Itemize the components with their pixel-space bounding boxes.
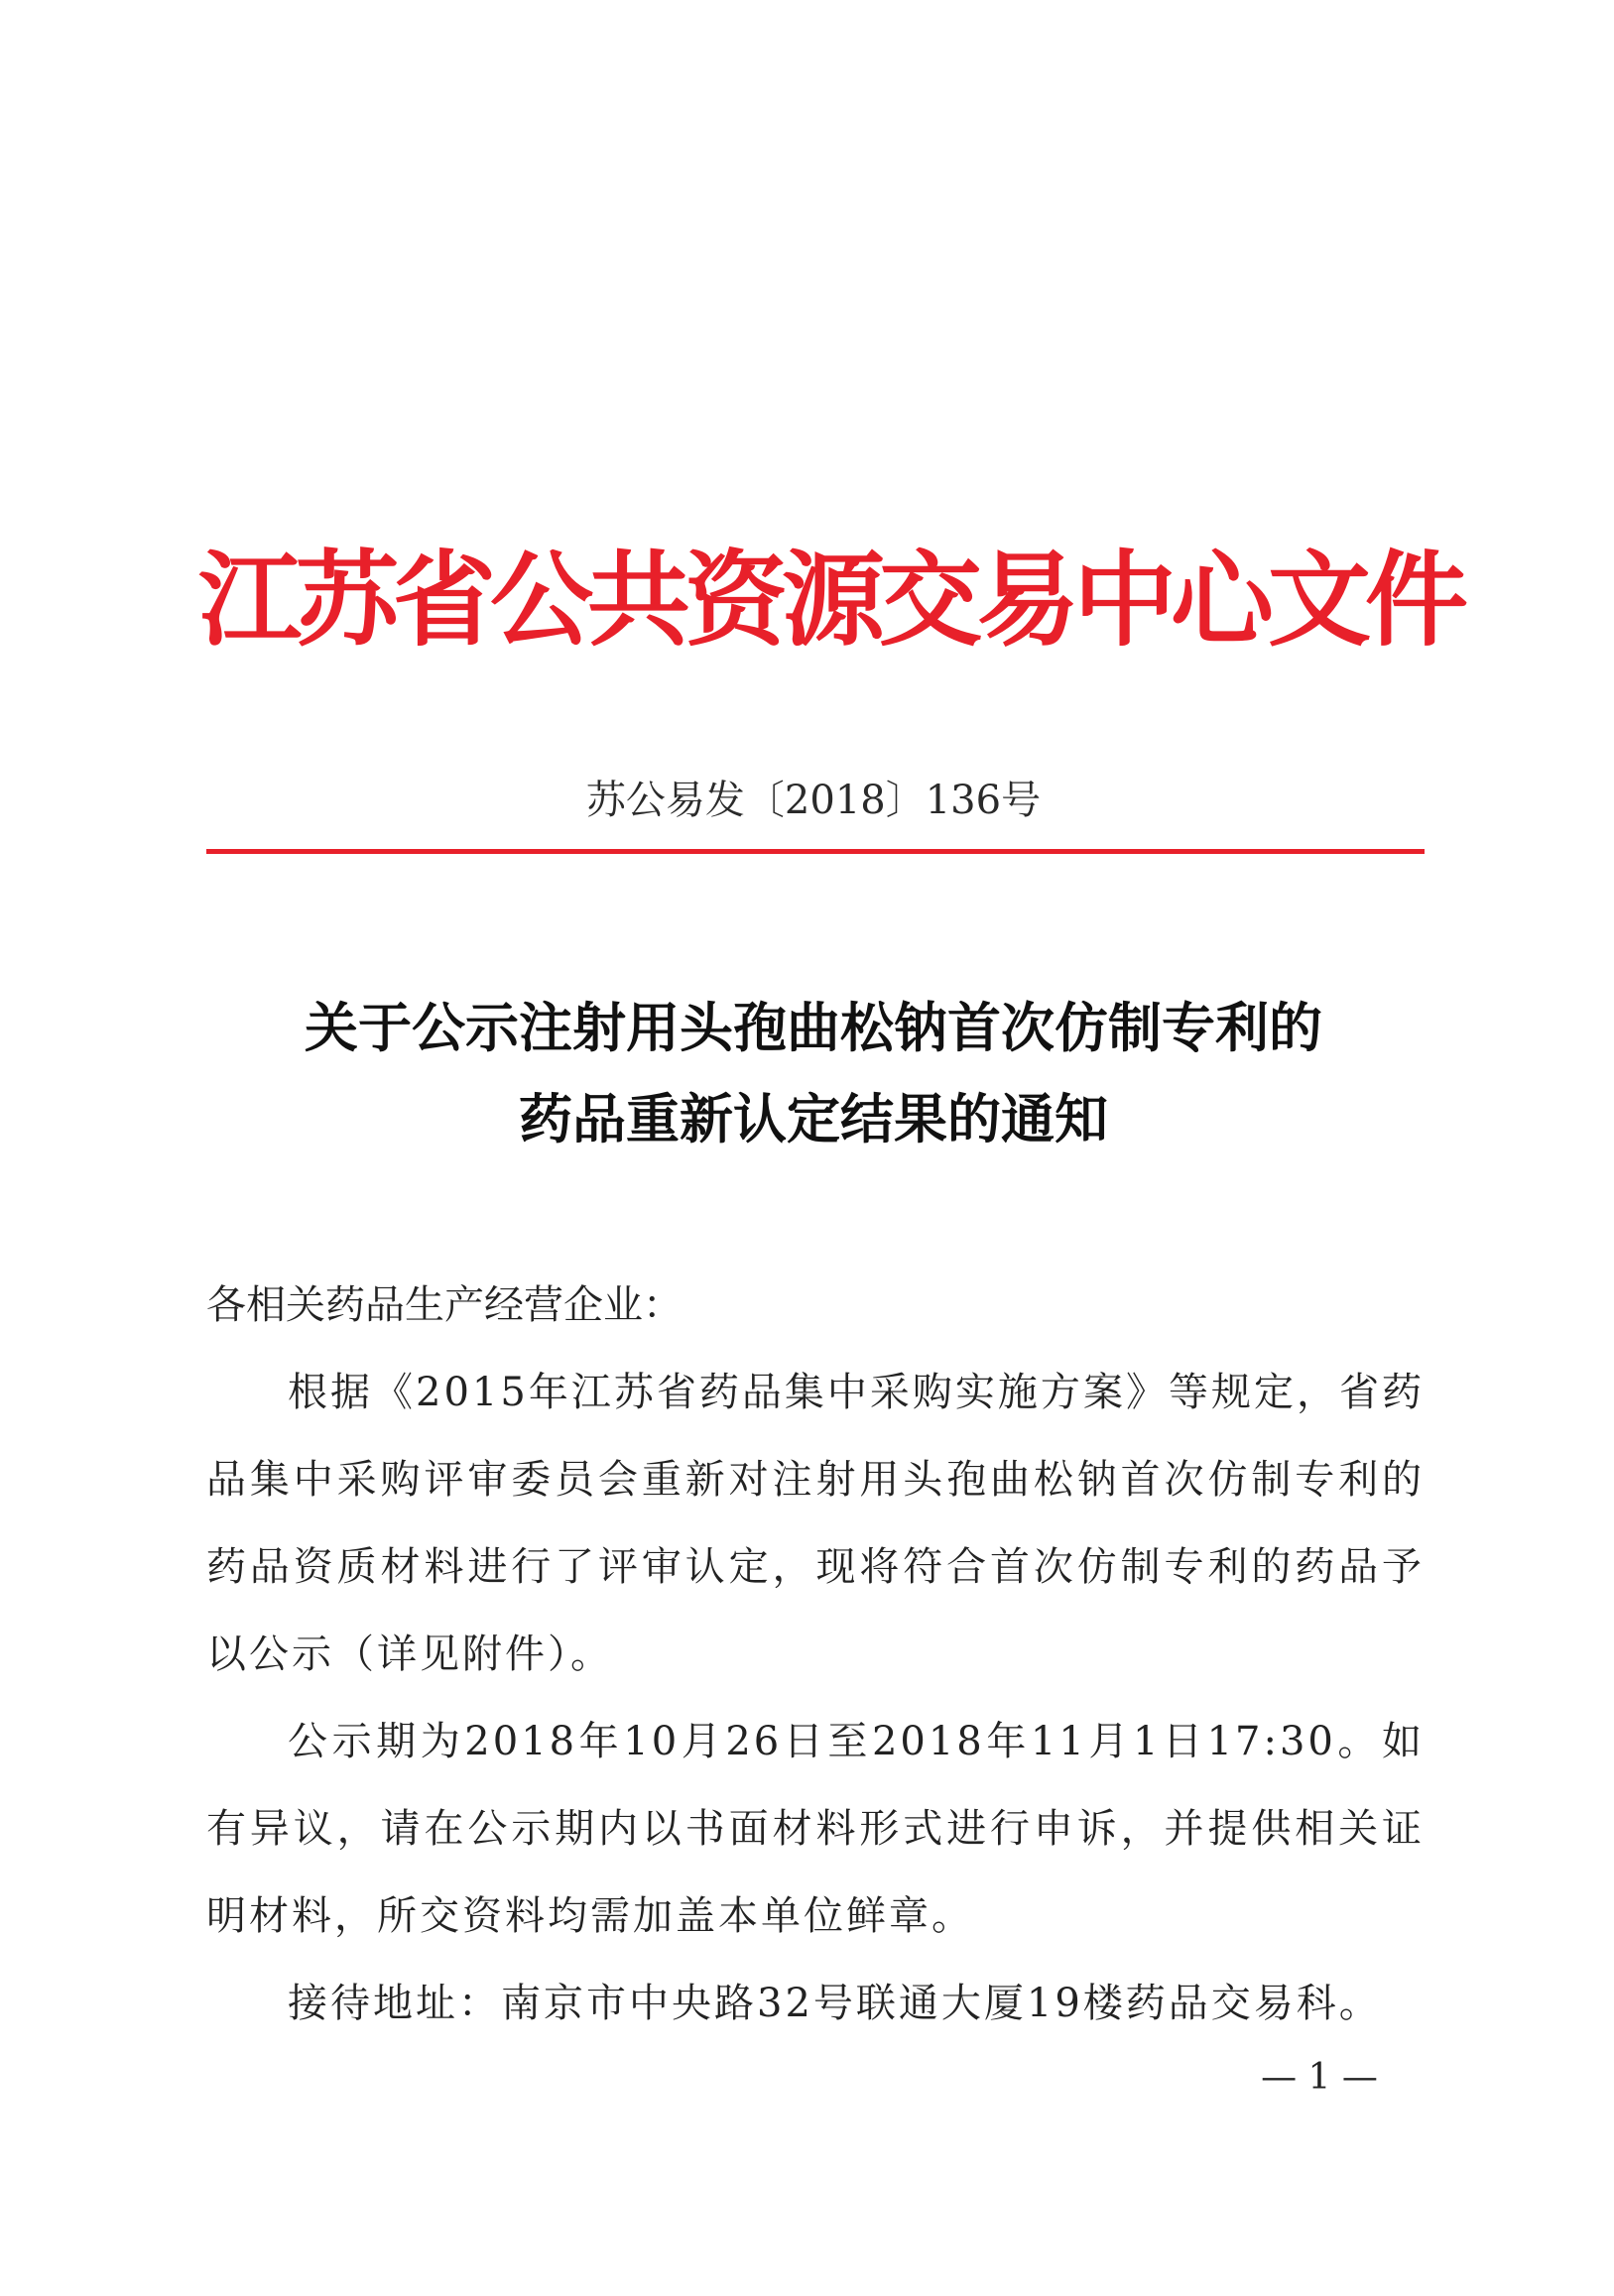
- salutation: 各相关药品生产经营企业：: [206, 1282, 683, 1328]
- notice-body: [206, 1262, 1425, 2047]
- paragraph-reception-address: 接待地址：南京市中央路32号联通大厦19楼药品交易科。: [288, 1981, 1382, 2026]
- notice-title-line-1: 关于公示注射用头孢曲松钠首次仿制专利的: [305, 996, 1322, 1059]
- paragraph-basis: 根据《2015年江苏省药品集中采购实施方案》等规定，省药品集中采购评审委员会重新对注射用头孢曲松钠首次仿制专利的药品资质材料进行了评审认定，现将符合首次仿制专利的药品予以公示（详见附件）。: [206, 1370, 1425, 1677]
- notice-title: [198, 982, 1428, 1164]
- red-divider-line: [206, 849, 1425, 854]
- notice-title-line-2: 药品重新认定结果的通知: [519, 1087, 1108, 1150]
- masthead-title: 江苏省公共资源交易中心文件: [198, 539, 1463, 661]
- paragraph-publicity-period: 公示期为2018年10月26日至2018年11月1日17:30。如有异议，请在公示期内以书面材料形式进行申诉，并提供相关证明材料，所交资料均需加盖本单位鲜章。: [206, 1719, 1425, 1939]
- document-number: 苏公易发〔2018〕136号: [585, 778, 1042, 823]
- page-number: — 1 —: [1261, 2057, 1378, 2098]
